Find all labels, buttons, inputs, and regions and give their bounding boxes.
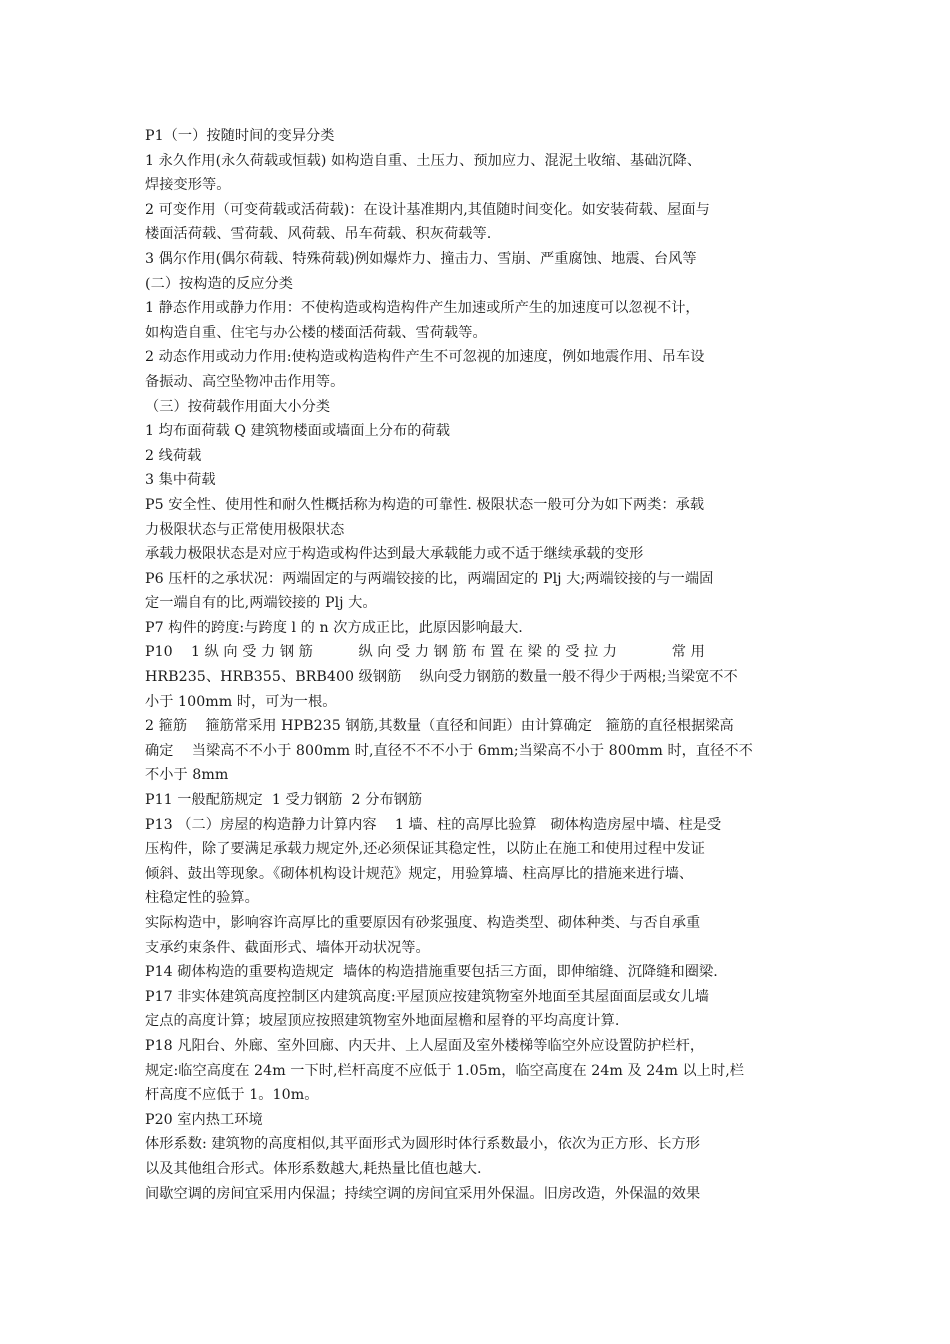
text-line-37: 定点的高度计算；坡屋顶应按照建筑物室外地面屋檐和屋脊的平均高度计算. xyxy=(145,1013,620,1030)
text-line-27: 不小于 8mm xyxy=(145,767,229,784)
text-line-15: 3 集中荷载 xyxy=(145,472,216,489)
text-line-19: P6 压杆的之承状况：两端固定的与两端铰接的比，两端固定的 Plj 大;两端铰接的与一端固 xyxy=(145,570,714,587)
text-line-30: 压构件，除了要满足承载力规定外,还必须保证其稳定性，以防止在施工和使用过程中发证 xyxy=(145,841,705,858)
text-line-9: 如构造自重、住宅与办公楼的楼面活荷载、雪荷载等。 xyxy=(145,324,487,341)
text-line-8: 1 静态作用或静力作用：不使构造或构造构件产生加速或所产生的加速度可以忽视不计， xyxy=(145,300,700,317)
text-line-42: 体形系数: 建筑物的高度相似,其平面形式为圆形时体行系数最小，依次为正方形、长方形 xyxy=(145,1136,700,1153)
text-line-32: 柱稳定性的验算。 xyxy=(145,890,259,907)
text-line-40: 杆高度不应低于 1。10m。 xyxy=(145,1087,319,1104)
document-body xyxy=(145,124,807,1206)
text-line-17: 力极限状态与正常使用极限状态 xyxy=(145,521,345,538)
text-line-38: P18 凡阳台、外廊、室外回廊、内天井、上人屋面及室外楼梯等临空外应设置防护栏杆， xyxy=(145,1037,705,1054)
text-line-44: 间歇空调的房间宜采用内保温；持续空调的房间宜采用外保温。旧房改造，外保温的效果 xyxy=(145,1185,701,1202)
text-line-5: 楼面活荷载、雪荷载、风荷载、吊车荷载、积灰荷载等. xyxy=(145,226,492,243)
text-line-7: (二）按构造的反应分类 xyxy=(145,275,293,292)
text-line-20: 定一端自有的比,两端铰接的 Plj 大。 xyxy=(145,595,377,612)
text-line-36: P17 非实体建筑高度控制区内建筑高度:平屋顶应按建筑物室外地面至其屋面面层或女儿墙 xyxy=(145,988,709,1005)
text-line-18: 承载力极限状态是对应于构造或构件达到最大承载能力或不适于继续承载的变形 xyxy=(145,546,644,563)
text-line-33: 实际构造中，影响容许高厚比的重要原因有砂浆强度、构造类型、砌体种类、与否自承重 xyxy=(145,915,701,931)
text-line-1: P1（一）按随时间的变异分类 xyxy=(145,128,335,144)
text-line-10: 2 动态作用或动力作用:使构造或构造构件产生不可忽视的加速度，例如地震作用、吊车设 xyxy=(145,349,705,366)
text-line-3: 焊接变形等。 xyxy=(145,177,231,194)
text-line-14: 2 线荷载 xyxy=(145,447,202,464)
text-line-22: P10 1 纵 向 受 力 钢 筋 纵 向 受 力 钢 筋 布 置 在 梁 的 受 拉 力 常 用 xyxy=(145,644,705,661)
text-line-2: 1 永久作用(永久荷载或恒载) 如构造自重、土压力、预加应力、混泥土收缩、基础沉降、 xyxy=(145,152,702,169)
text-line-6: 3 偶尔作用(偶尔荷载、特殊荷载)例如爆炸力、撞击力、雪崩、严重腐蚀、地震、台风等 xyxy=(145,250,697,267)
text-line-41: P20 室内热工环境 xyxy=(145,1111,263,1128)
text-line-39: 规定:临空高度在 24m 一下时,栏杆高度不应低于 1.05m，临空高度在 24m 及 24m 以上时,栏 xyxy=(145,1062,745,1079)
text-line-11: 备振动、高空坠物冲击作用等。 xyxy=(145,373,345,390)
text-line-31: 倾斜、鼓出等现象。《砌体机构设计规范》规定，用验算墙、柱高厚比的措施来进行墙、 xyxy=(145,865,694,882)
text-line-29: P13 （二）房屋的构造静力计算内容 1 墙、柱的高厚比验算 砌体构造房屋中墙、柱是受 xyxy=(145,816,722,833)
text-line-24: 小于 100mm 时，可为一根。 xyxy=(145,693,337,710)
text-line-16: P5 安全性、使用性和耐久性概括称为构造的可靠性. 极限状态一般可分为如下两类：承载 xyxy=(145,496,705,513)
text-line-26: 确定 当梁高不不小于 800mm 时,直径不不不小于 6mm;当梁高不小于 800mm 时，直径不不 xyxy=(145,742,753,759)
text-line-12: （三）按荷载作用面大小分类 xyxy=(145,398,331,415)
text-line-43: 以及其他组合形式。体形系数越大,耗热量比值也越大. xyxy=(145,1160,482,1177)
text-line-34: 支承约束条件、截面形式、墙体开动状况等。 xyxy=(145,939,430,956)
text-line-35: P14 砌体构造的重要构造规定 墙体的构造措施重要包括三方面，即伸缩缝、沉降缝和圈梁. xyxy=(145,964,718,981)
text-line-25: 2 箍筋 箍筋常采用 HPB235 钢筋,其数量（直径和间距）由计算确定 箍筋的直径根据梁高 xyxy=(145,718,734,735)
text-line-23: HRB235、HRB355、BRB400 级钢筋 纵向受力钢筋的数量一般不得少于两根;当梁宽不不 xyxy=(145,669,738,686)
text-line-28: P11 一般配筋规定 1 受力钢筋 2 分布钢筋 xyxy=(145,792,423,809)
text-line-13: 1 均布面荷载 Q 建筑物楼面或墙面上分布的荷载 xyxy=(145,423,450,440)
text-line-4: 2 可变作用（可变荷载或活荷载)：在设计基准期内,其值随时间变化。如安装荷载、屋面与 xyxy=(145,201,710,218)
text-line-21: P7 构件的跨度:与跨度 l 的 n 次方成正比，此原因影响最大. xyxy=(145,619,523,636)
